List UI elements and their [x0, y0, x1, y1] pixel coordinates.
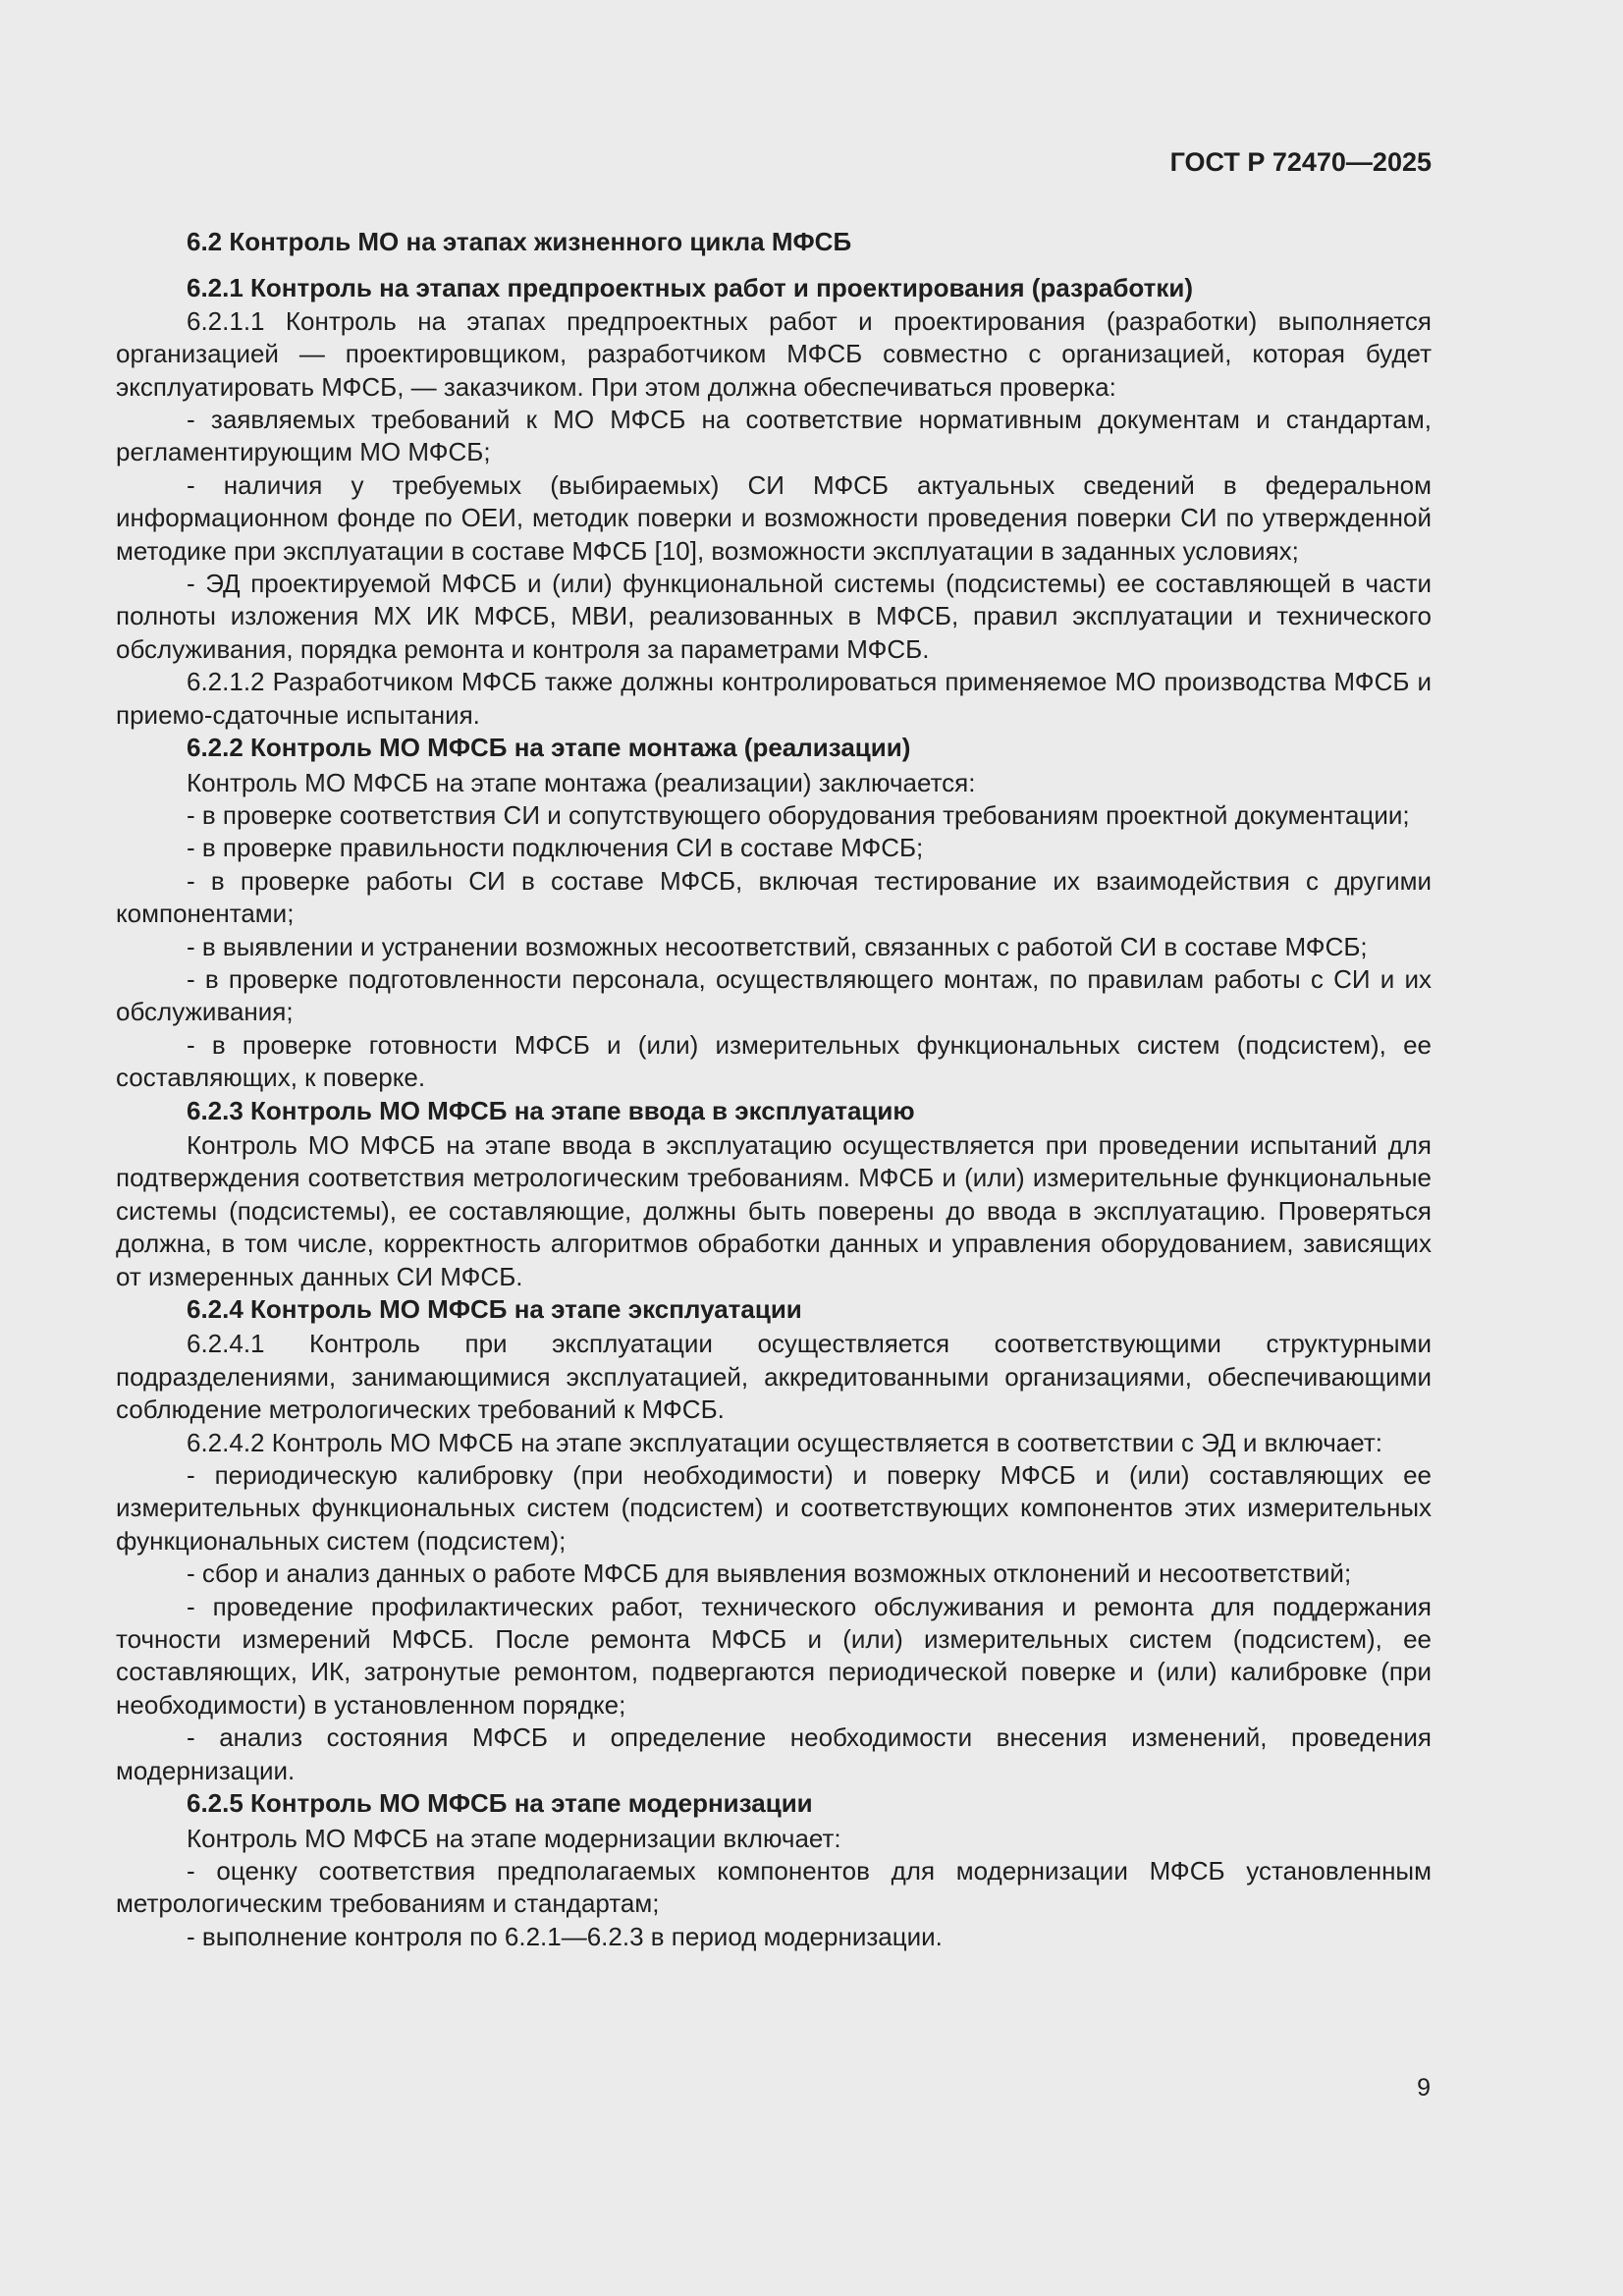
paragraph-6-2-4-2: 6.2.4.2 Контроль МО МФСБ на этапе эксплуатации осуществляется в соответствии с ЭД и включает: [187, 1427, 1382, 1457]
document-body [116, 224, 1432, 1953]
paragraph-6-2-3: Контроль МО МФСБ на этапе ввода в эксплуатацию осуществляется при проведении испытаний для подтверждения соответствия метрологическим требованиям. МФСБ и (или) измерительные функциональные системы (подсистемы), ее составляющие, должны быть поверены до ввода в эксплуатацию. Проверяться должна, в том числе, корректность алгоритмов обработки данных и управления оборудованием, зависящих от измеренных данных СИ МФСБ. [116, 1129, 1432, 1291]
list-item: - наличия у требуемых (выбираемых) СИ МФСБ актуальных сведений в федеральном информационном фонде по ОЕИ, методик поверки и возможности проведения поверки СИ по утвержденной методике при эксплуатации в составе МФСБ [10], возможности эксплуатации в заданных условиях; [116, 469, 1432, 566]
paragraph-6-2-5-intro: Контроль МО МФСБ на этапе модернизации включает: [187, 1823, 841, 1853]
paragraph-6-2-4-1: 6.2.4.1 Контроль при эксплуатации осуществляется соответствующими структурными подразделениями, занимающимися эксплуатацией, аккредитованными организациями, обеспечивающими соблюдение метрологических требований к МФСБ. [116, 1329, 1432, 1425]
list-item: - анализ состояния МФСБ и определение необходимости внесения изменений, проведения модернизации. [116, 1722, 1432, 1785]
list-item: - ЭД проектируемой МФСБ и (или) функциональной системы (подсистемы) ее составляющей в части полноты изложения МХ ИК МФСБ, МВИ, реализованных в МФСБ, правил эксплуатации и технического обслуживания, порядка ремонта и контроля за параметрами МФСБ. [116, 569, 1432, 664]
list-item: - оценку соответствия предполагаемых компонентов для модернизации МФСБ установленным метрологическим требованиям и стандартам; [116, 1855, 1432, 1919]
paragraph-6-2-1-1: 6.2.1.1 Контроль на этапах предпроектных работ и проектирования (разработки) выполняется организацией — проектировщиком, разработчиком МФСБ совместно с организацией, которая будет эксплуатировать МФСБ, — заказчиком. При этом должна обеспечиваться проверка: [116, 305, 1432, 402]
list-item: - выполнение контроля по 6.2.1—6.2.3 в период модернизации. [187, 1921, 943, 1951]
list-item: - в выявлении и устранении возможных несоответствий, связанных с работой СИ в составе МФСБ; [187, 931, 1368, 961]
paragraph-6-2-2-intro: Контроль МО МФСБ на этапе монтажа (реализации) заключается: [187, 767, 976, 797]
list-item: - в проверке соответствия СИ и сопутствующего оборудования требованиям проектной документации; [187, 799, 1410, 830]
list-item: - заявляемых требований к МО МФСБ на соответствие нормативным документам и стандартам, регламентирующим МО МФСБ; [116, 405, 1432, 467]
section-heading-6-2-2: 6.2.2 Контроль МО МФСБ на этапе монтажа (реализации) [187, 733, 911, 763]
section-heading-6-2: 6.2 Контроль МО на этапах жизненного цикла МФСБ [187, 227, 852, 256]
list-item: - в проверке работы СИ в составе МФСБ, включая тестирование их взаимодействия с другими компонентами; [116, 865, 1432, 929]
list-item: - периодическую калибровку (при необходимости) и поверку МФСБ и (или) составляющих ее измерительных функциональных систем (подсистем) и соответствующих компонентов этих измерительных функциональных систем (подсистем); [116, 1460, 1432, 1556]
list-item: - в проверке подготовленности персонала, осуществляющего монтаж, по правилам работы с СИ и их обслуживания; [116, 963, 1432, 1027]
document-code: ГОСТ Р 72470—2025 [1169, 147, 1432, 177]
list-item: - в проверке готовности МФСБ и (или) измерительных функциональных систем (подсистем), ее составляющих, к поверке. [116, 1029, 1432, 1093]
section-heading-6-2-1: 6.2.1 Контроль на этапах предпроектных работ и проектирования (разработки) [187, 273, 1194, 303]
section-heading-6-2-4: 6.2.4 Контроль МО МФСБ на этапе эксплуатации [187, 1294, 802, 1324]
page-number: 9 [1417, 2074, 1431, 2102]
list-item: - проведение профилактических работ, технического обслуживания и ремонта для поддержания точности измерений МФСБ. После ремонта МФСБ и (или) измерительных систем (подсистем), ее составляющих, ИК, затронутые ремонтом, подвергаются периодической поверке и (или) калибровке (при необходимости) в установленном порядке; [116, 1591, 1432, 1720]
paragraph-6-2-1-2: 6.2.1.2 Разработчиком МФСБ также должны контролироваться применяемое МО производства МФСБ и приемо-сдаточные испытания. [116, 667, 1432, 730]
list-item: - в проверке правильности подключения СИ в составе МФСБ; [187, 833, 924, 863]
section-heading-6-2-5: 6.2.5 Контроль МО МФСБ на этапе модернизации [187, 1788, 813, 1819]
section-heading-6-2-3: 6.2.3 Контроль МО МФСБ на этапе ввода в эксплуатацию [187, 1095, 915, 1125]
list-item: - сбор и анализ данных о работе МФСБ для выявления возможных отклонений и несоответствий; [187, 1558, 1352, 1589]
